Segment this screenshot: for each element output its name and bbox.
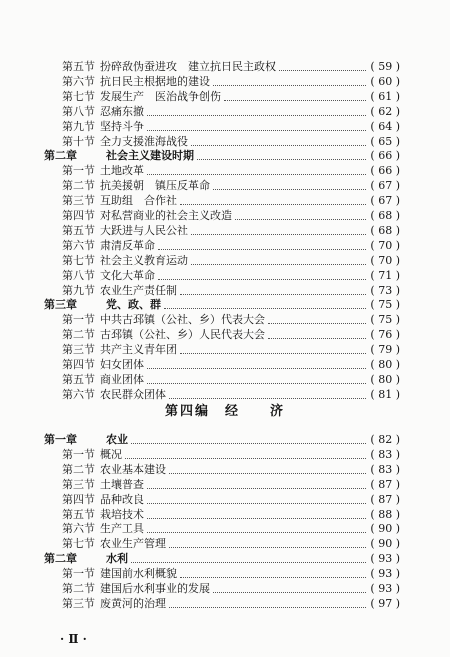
section-number: 第一节 — [62, 313, 95, 327]
dot-leader — [191, 234, 366, 235]
dot-leader — [169, 473, 366, 474]
page-number: ( 83 ) — [370, 447, 400, 461]
dot-leader — [158, 249, 366, 250]
section-number: 第十节 — [62, 134, 95, 148]
section-number: 第五节 — [62, 507, 95, 521]
page-number: ( 70 ) — [370, 253, 400, 267]
page-number: ( 80 ) — [370, 358, 400, 371]
page-number: ( 93 ) — [370, 582, 400, 595]
page-number: ( 67 ) — [370, 179, 400, 193]
chapter-number: 第二章 — [44, 552, 77, 566]
section-title: 抗美援朝 镇压反革命 — [100, 179, 210, 193]
dot-leader — [268, 338, 366, 339]
section-title: 妇女团体 — [100, 358, 144, 371]
section-title: 生产工具 — [100, 522, 144, 536]
section-title: 建国前水利概貌 — [100, 567, 177, 581]
section-number: 第八节 — [62, 104, 95, 118]
dot-leader — [169, 398, 366, 399]
section-number: 第四节 — [62, 358, 95, 371]
dot-leader — [164, 308, 366, 309]
section-number: 第三节 — [62, 477, 95, 491]
dot-leader — [268, 323, 366, 324]
dot-leader — [147, 503, 366, 504]
dot-leader — [131, 443, 366, 444]
chapter-number: 第三章 — [44, 298, 77, 312]
section-title: 土壤普查 — [100, 477, 144, 491]
section-title: 坚持斗争 — [100, 119, 144, 133]
page-number: ( 71 ) — [370, 268, 400, 282]
page-number: ( 66 ) — [370, 149, 400, 163]
chapter-title: 党、政、群 — [106, 298, 161, 312]
dot-leader — [131, 562, 366, 563]
page-number: ( 75 ) — [370, 313, 400, 327]
dot-leader — [180, 294, 366, 295]
section-number: 第六节 — [62, 387, 95, 401]
section-number: 第七节 — [62, 89, 95, 103]
section-title: 商业团体 — [100, 372, 144, 386]
dot-leader — [147, 368, 366, 369]
dot-leader — [279, 70, 366, 71]
section-number: 第一节 — [62, 567, 95, 581]
dot-leader — [147, 130, 366, 131]
page-number: ( 59 ) — [370, 60, 400, 73]
dot-leader — [147, 174, 366, 175]
section-number: 第二节 — [62, 328, 95, 342]
page-number: ( 88 ) — [370, 507, 400, 521]
section-number: 第四节 — [62, 209, 95, 222]
chapter-number: 第二章 — [44, 149, 77, 163]
section-number: 第九节 — [62, 283, 95, 297]
page-number: ( 75 ) — [370, 298, 400, 312]
section-title: 全力支援淮海战役 — [100, 134, 188, 148]
section-number: 第九节 — [62, 119, 95, 133]
section-number: 第三节 — [62, 596, 95, 610]
page-number: ( 62 ) — [370, 104, 400, 118]
section-title: 农业生产管理 — [100, 537, 166, 551]
page-number: ( 93 ) — [370, 552, 400, 566]
section-title: 中共古邳镇（公社、乡）代表大会 — [100, 313, 265, 327]
section-number: 第一节 — [62, 164, 95, 178]
page-number: ( 64 ) — [370, 119, 400, 133]
section-title: 土地改革 — [100, 164, 144, 178]
dot-leader — [147, 115, 366, 116]
page-number: ( 82 ) — [370, 433, 400, 446]
page-number: ( 80 ) — [370, 372, 400, 386]
dot-leader — [213, 592, 366, 593]
section-title: 互助组 合作社 — [100, 194, 177, 208]
section-title: 忍痛东撤 — [100, 104, 144, 118]
section-number: 第二节 — [62, 179, 95, 193]
section-title: 农民群众团体 — [100, 387, 166, 401]
section-title: 概况 — [100, 447, 122, 461]
toc-section-row — [0, 595, 450, 613]
section-number: 第八节 — [62, 268, 95, 282]
page-number: ( 70 ) — [370, 238, 400, 252]
dot-leader — [191, 145, 366, 146]
page-number: ( 68 ) — [370, 223, 400, 237]
page-number: ( 68 ) — [370, 209, 400, 222]
dot-leader — [191, 264, 366, 265]
section-title: 共产主义青年团 — [100, 343, 177, 357]
dot-leader — [213, 85, 366, 86]
page-number: ( 76 ) — [370, 328, 400, 342]
section-title: 废黄河的治理 — [100, 596, 166, 610]
page-number: ( 65 ) — [370, 134, 400, 148]
page-number: ( 73 ) — [370, 283, 400, 297]
dot-leader — [224, 100, 366, 101]
section-number: 第七节 — [62, 537, 95, 551]
dot-leader — [235, 219, 366, 220]
dot-leader — [169, 607, 366, 608]
dot-leader — [213, 189, 366, 190]
section-title: 抗日民主根据地的建设 — [100, 74, 210, 88]
section-number: 第一节 — [62, 447, 95, 461]
section-number: 第六节 — [62, 74, 95, 88]
part-title: 第四编 经 济 — [164, 404, 285, 419]
dot-leader — [158, 279, 366, 280]
section-title: 扮碎敌伪蚕进攻 建立抗日民主政权 — [100, 60, 276, 73]
section-number: 第二节 — [62, 462, 95, 476]
section-number: 第五节 — [62, 372, 95, 386]
page-number: ( 93 ) — [370, 567, 400, 581]
dot-leader — [197, 159, 366, 160]
dot-leader — [180, 204, 366, 205]
section-number: 第七节 — [62, 253, 95, 267]
dot-leader — [180, 353, 366, 354]
dot-leader — [125, 458, 366, 459]
section-title: 农业生产责任制 — [100, 283, 177, 297]
section-number: 第五节 — [62, 223, 95, 237]
page-number: ( 83 ) — [370, 462, 400, 476]
section-number: 第二节 — [62, 582, 95, 595]
section-title: 古邳镇（公社、乡）人民代表大会 — [100, 328, 265, 342]
dot-leader — [147, 518, 366, 519]
section-number: 第三节 — [62, 194, 95, 208]
page-number: ( 61 ) — [370, 89, 400, 103]
section-number: 第五节 — [62, 60, 95, 73]
section-title: 建国后水利事业的发展 — [100, 582, 210, 595]
section-title: 发展生产 医治战争创伤 — [100, 89, 221, 103]
dot-leader — [147, 383, 366, 384]
dot-leader — [147, 532, 366, 533]
page-number: ( 87 ) — [370, 477, 400, 491]
page-number: ( 90 ) — [370, 537, 400, 551]
page-number-footer: · Ⅱ · — [60, 632, 87, 646]
page-number: ( 87 ) — [370, 492, 400, 506]
chapter-title: 农业 — [106, 433, 128, 446]
section-title: 品种改良 — [100, 492, 144, 506]
section-title: 大跃进与人民公社 — [100, 223, 188, 237]
section-number: 第三节 — [62, 343, 95, 357]
page-number: ( 81 ) — [370, 387, 400, 401]
dot-leader — [147, 488, 366, 489]
section-number: 第六节 — [62, 238, 95, 252]
page-number: ( 60 ) — [370, 74, 400, 88]
section-title: 栽培技术 — [100, 507, 144, 521]
section-number: 第六节 — [62, 522, 95, 536]
dot-leader — [169, 547, 366, 548]
page-number: ( 67 ) — [370, 194, 400, 208]
chapter-number: 第一章 — [44, 433, 77, 446]
section-number: 第四节 — [62, 492, 95, 506]
chapter-title: 水利 — [106, 552, 128, 566]
page-number: ( 90 ) — [370, 522, 400, 536]
page-number: ( 97 ) — [370, 596, 400, 610]
page-number: ( 66 ) — [370, 164, 400, 178]
page-number: ( 79 ) — [370, 343, 400, 357]
chapter-title: 社会主义建设时期 — [106, 149, 194, 163]
section-title: 农业基本建设 — [100, 462, 166, 476]
section-title: 对私营商业的社会主义改造 — [100, 209, 232, 222]
section-title: 文化大革命 — [100, 268, 155, 282]
dot-leader — [180, 577, 366, 578]
section-title: 肃清反革命 — [100, 238, 155, 252]
section-title: 社会主义教育运动 — [100, 253, 188, 267]
